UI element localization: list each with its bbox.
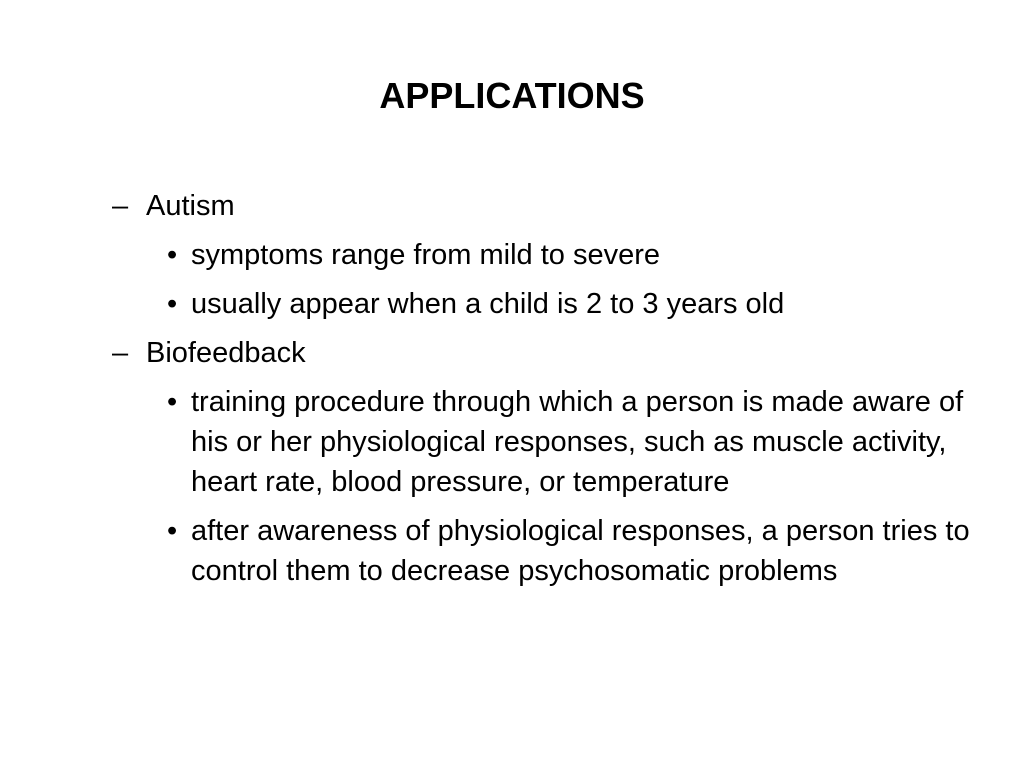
section-biofeedback xyxy=(112,333,992,373)
bullet-item xyxy=(167,511,992,591)
slide-content xyxy=(112,186,992,600)
dash-marker: – xyxy=(112,337,129,369)
section-label: Biofeedback xyxy=(146,337,306,369)
section-autism xyxy=(112,186,992,226)
bullet-text: symptoms range from mild to severe xyxy=(191,239,660,271)
bullet-marker: • xyxy=(167,288,178,320)
dash-marker: – xyxy=(112,190,129,222)
slide-title: APPLICATIONS xyxy=(379,75,645,116)
bullet-text: training procedure through which a person is made aware of his or her physiological responses, such as muscle activity, heart rate, blood pressure, or temperature xyxy=(191,386,964,498)
section-label: Autism xyxy=(146,190,235,222)
bullet-text: after awareness of physiological responses, a person tries to control them to decrease psychosomatic problems xyxy=(191,515,970,587)
bullet-marker: • xyxy=(167,515,178,547)
bullet-marker: • xyxy=(167,386,178,418)
bullet-item xyxy=(167,382,992,502)
bullet-marker: • xyxy=(167,239,178,271)
bullet-item xyxy=(167,235,992,275)
bullet-text: usually appear when a child is 2 to 3 years old xyxy=(191,288,785,320)
bullet-item xyxy=(167,284,992,324)
